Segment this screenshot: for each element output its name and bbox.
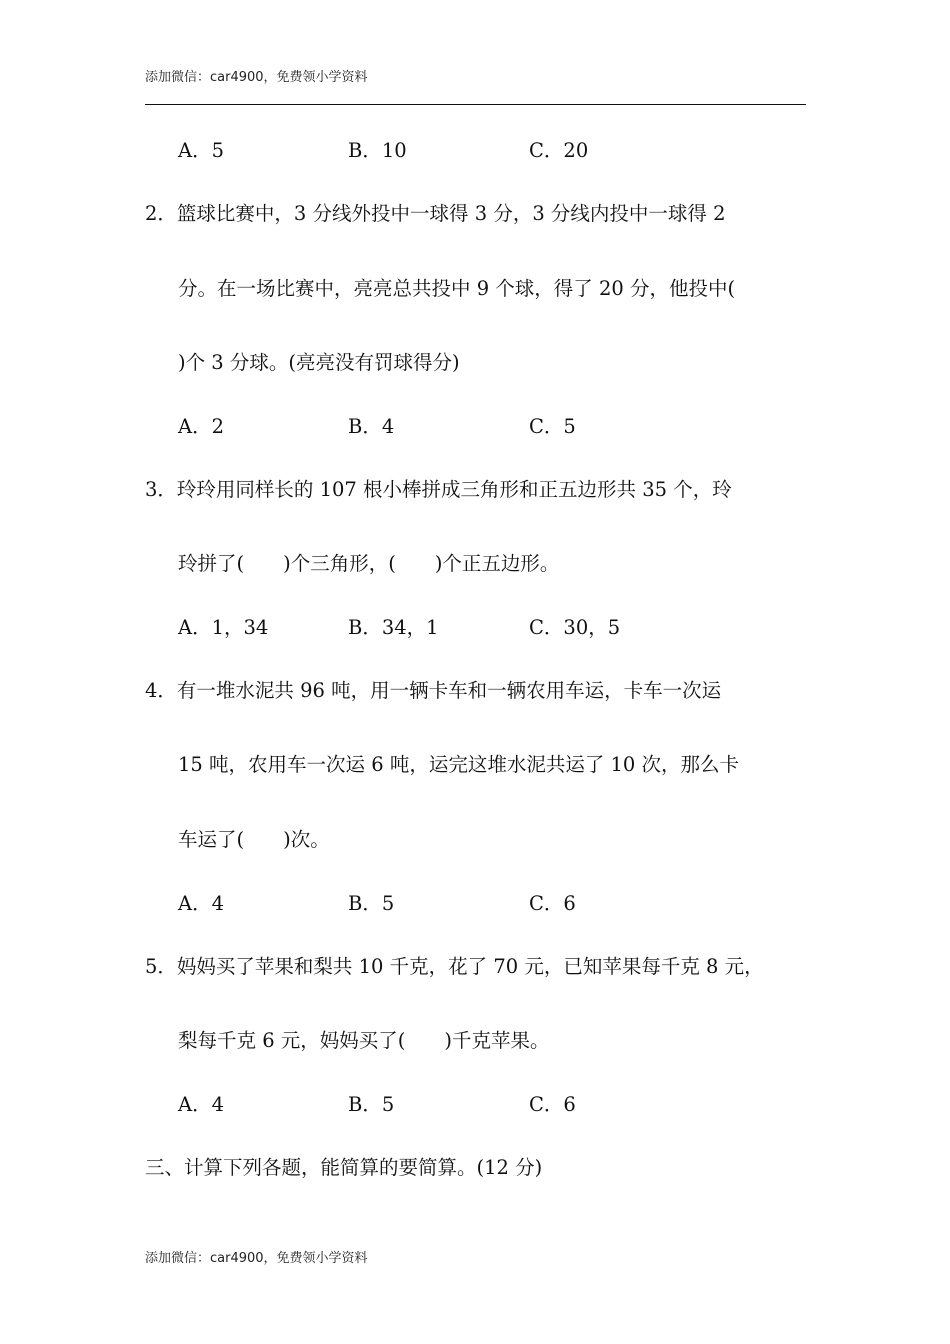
question-line: 玲拼了( )个三角形，( )个正五边形。 — [178, 552, 560, 575]
page-header: 添加微信：car4900，免费领小学资料 — [145, 70, 368, 85]
question-line: 梨每千克 6 元，妈妈买了( )千克苹果。 — [178, 1029, 550, 1052]
question-line: 15 吨，农用车一次运 6 吨，运完这堆水泥共运了 10 次，那么卡 — [178, 753, 740, 776]
question-line: 2．篮球比赛中，3 分线外投中一球得 3 分，3 分线内投中一球得 2 — [145, 202, 726, 225]
option-b: B．4 — [348, 415, 395, 438]
section-3-heading: 三、计算下列各题，能简算的要简算。(12 分) — [145, 1156, 543, 1179]
question-line: 分。在一场比赛中，亮亮总共投中 9 个球，得了 20 分，他投中( — [178, 277, 736, 300]
option-c: C．6 — [529, 1093, 576, 1116]
option-c: C．6 — [529, 892, 576, 915]
option-c: C．5 — [529, 415, 576, 438]
question-line: 车运了( )次。 — [178, 828, 330, 851]
option-b: B．5 — [348, 892, 395, 915]
option-a: A．1，34 — [178, 616, 269, 639]
option-c: C．30，5 — [529, 616, 621, 639]
question-line: 3．玲玲用同样长的 107 根小棒拼成三角形和正五边形共 35 个，玲 — [145, 478, 732, 501]
question-line: )个 3 分球。(亮亮没有罚球得分) — [178, 351, 460, 374]
option-a: A．4 — [178, 892, 224, 915]
question-line: 4．有一堆水泥共 96 吨，用一辆卡车和一辆农用车运，卡车一次运 — [145, 679, 722, 702]
header-divider — [145, 104, 806, 105]
option-c: C．20 — [529, 139, 589, 162]
option-a: A．2 — [178, 415, 224, 438]
option-b: B．10 — [348, 139, 407, 162]
option-b: B．34，1 — [348, 616, 439, 639]
option-a: A．5 — [178, 139, 224, 162]
question-line: 5．妈妈买了苹果和梨共 10 千克，花了 70 元，已知苹果每千克 8 元， — [145, 955, 764, 978]
page-footer: 添加微信：car4900，免费领小学资料 — [145, 1251, 368, 1266]
option-b: B．5 — [348, 1093, 395, 1116]
option-a: A．4 — [178, 1093, 224, 1116]
